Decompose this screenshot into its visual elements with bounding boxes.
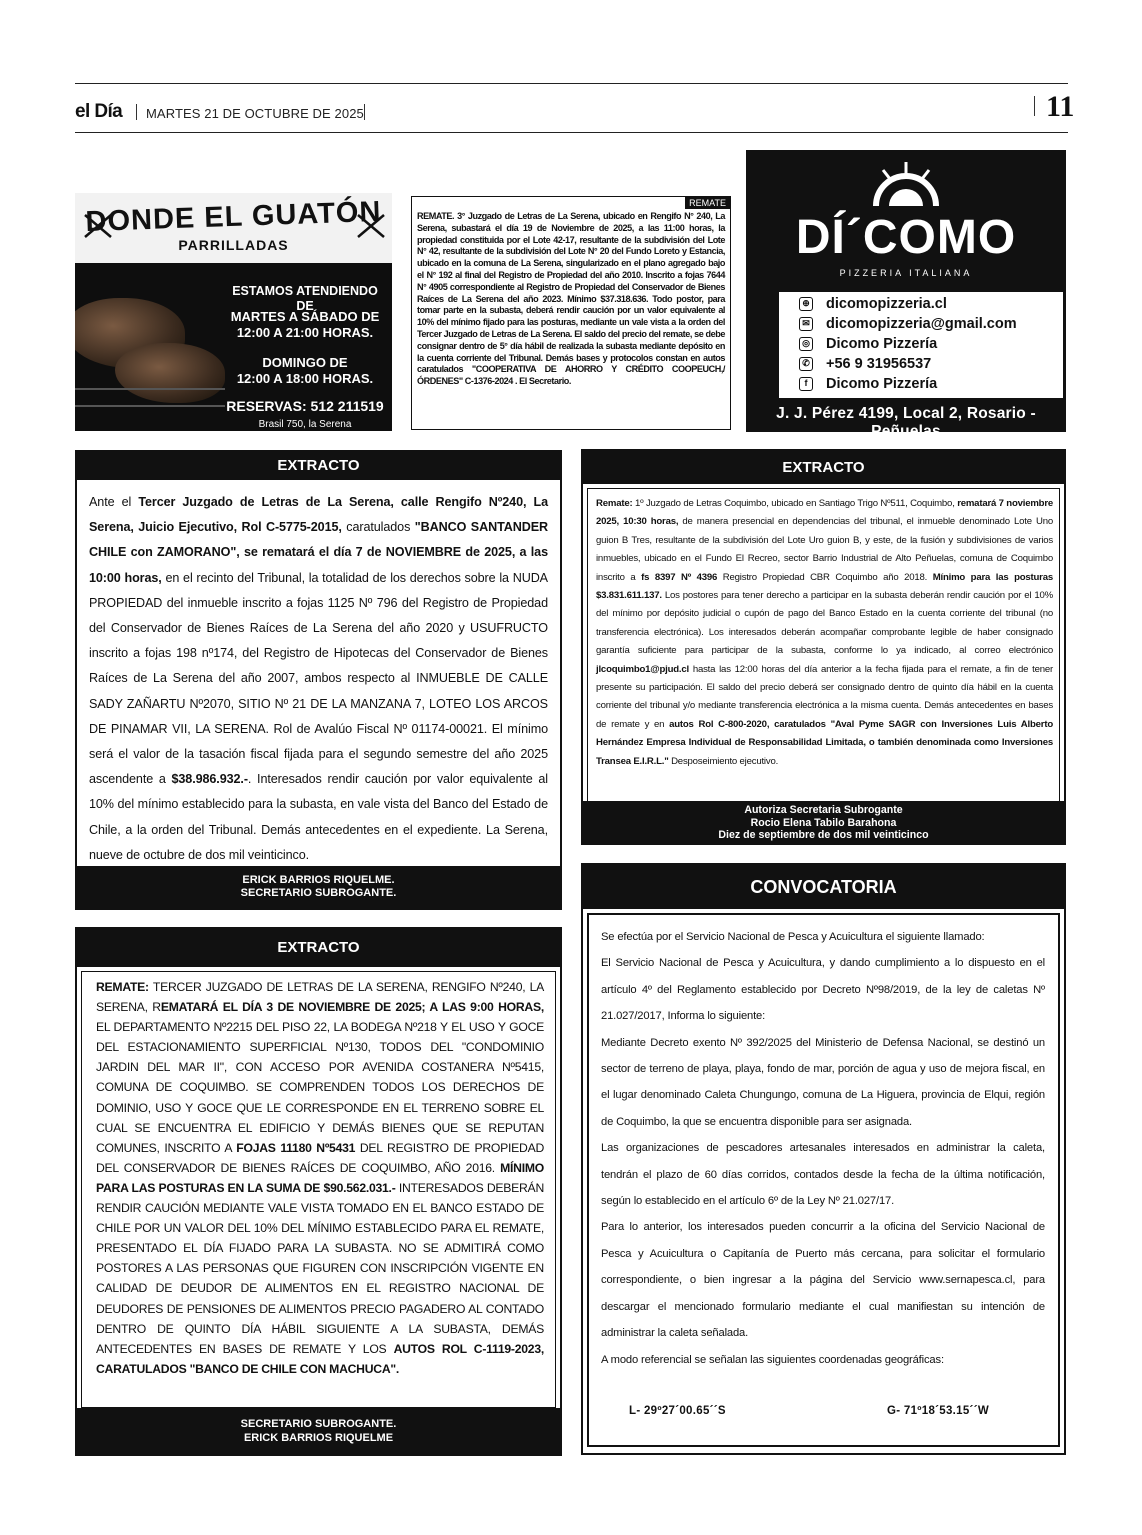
pizzeria-name: DÍ´COMO [795, 211, 1017, 264]
remate-text: REMATE. 3° Juzgado de Letras de La Serena, ubicado en Rengifo N° 240, La Serena, subastará el día 19 de Noviembre de 2025, a las 11:00 horas, la propiedad constituida por el Lote 42-17, resultante de la subdivisión del Lote N° 42, resultante de la subdivisión del Lote N° 20 del Fundo Loreto y Estancia, ubicado en la comuna de La Serena, singularizado en el plano agregado bajo el N° 192 al final del Registro de Propiedad del año 2010. Inscrito a fojas 7644 N° 4905 correspondiente al Registro de Propiedad del Conservador de Bienes Raíces de La Serena del año 2023. Mínimo $37.318.636. Todo postor, para tomar parte en la subasta, deberá rendir caución por un valor equivalente al 10% del mínimo fijado para las posturas, mediante un vale vista a la orden del Tercer Juzgado de Letras de La Serena. El saldo del precio del remate, se debe consignar dentro de 5° día hábil de realizada la subasta mediante depósito en la cuenta corriente del Tribunal. Demás bases y protocolos constan en autos caratulados "COOPERATIVA DE AHORRO Y CRÉDITO COOPEUCH,/ÓRDENES" C-1376-2024 . El Secretario. [417, 211, 725, 387]
latitude-coordinate: L- 29º27´00.65´´S [629, 1405, 726, 1417]
text-run-bold: Mínimo para las posturas $3.831.611.137. [596, 571, 1053, 602]
text-run-bold: Tercer Juzgado de Letras de La Serena, calle Rengifo Nº240, La Serena, Juicio Ejecutivo, Rol C-5775-2015, [89, 495, 548, 535]
ad-header-band [75, 193, 392, 263]
hours-weekdays-time: 12:00 A 21:00 HORAS. [236, 325, 374, 340]
signature-line: ERICK BARRIOS RIQUELME [243, 1432, 394, 1444]
notice-signature [77, 1408, 560, 1454]
text-run-bold: MÍNIMO PARA LAS POSTURAS EN LA SUMA DE $90.562.031.- [96, 1160, 544, 1195]
grill-bar [75, 405, 225, 407]
text-run-bold: EMATARÁ EL DÍA 3 DE NOVIEMBRE DE 2025; A LAS 9:00 HORAS, [160, 1000, 544, 1015]
signature-line: SECRETARIO SUBROGANTE. [240, 887, 397, 899]
whatsapp-icon: ✆ [799, 357, 813, 371]
grill-bar [75, 388, 225, 390]
remate-notice [411, 196, 731, 430]
text-run: caratulados [341, 520, 415, 535]
paragraph: Para lo anterior, los interesados pueden concurrir a la oficina del Servicio Nacional de Pesca y Acuicultura o Capitanía de Puerto más cercana, para solicitar el formulario correspondiente, o bien ingresar a la página del Servicio www.sernapesca.cl, para descargar el mencionado formulario mediante el cual manifiestan su intención de administrar la caleta señalada. [601, 1221, 1045, 1340]
notice-title: EXTRACTO [583, 451, 1064, 484]
pizza-oven-logo-icon [871, 160, 941, 208]
header-top-rule [75, 83, 1068, 84]
text-run: Desposeimiento ejecutivo. [668, 755, 779, 767]
instagram-icon: ◎ [799, 337, 813, 351]
text-run: . Interesados rendir caución por valor equivalente al 10% del mínimo establecido para la subasta, en vale vista del Banco del Estado de Chile, a la orden del Tribunal. Demás antecedentes en el expediente. La Serena, nueve de octubre de dos mil veinticinco. [89, 772, 549, 862]
notice-body [89, 490, 548, 868]
signature-line: Autoriza Secretaria Subrogante [744, 804, 903, 816]
text-run: TERCER JUZGADO DE LETRAS DE LA SERENA, RENGIFO Nº240, LA SERENA, R [96, 980, 544, 1015]
paragraph: Se efectúa por el Servicio Nacional de Pesca y Acuicultura el siguiente llamado: [601, 931, 985, 943]
signature-line: Diez de septiembre de dos mil veinticinco [718, 829, 929, 841]
text-run: Registro Propiedad CBR Coquimbo año 2018. [717, 571, 933, 583]
facebook-icon: f [799, 377, 813, 391]
longitude-coordinate: G- 71º18´53.15´´W [887, 1405, 989, 1417]
notice-title: CONVOCATORIA [583, 865, 1064, 909]
paragraph: El Servicio Nacional de Pesca y Acuicultura, y dando cumplimiento a lo dispuesto en el artículo 4º del Reglamento establecido por Decreto Nº98/2019, de la ley de caletas Nº 21.027/2017, Informa lo siguiente: [601, 957, 1045, 1023]
convocatoria-notice [581, 863, 1066, 1455]
restaurant-subtitle: PARRILLADAS [178, 237, 289, 253]
text-run: de manera presencial en dependencias del tribunal, el inmueble denominado Lote Uno guion B Tres, resultante de la subdivisión del Lote Uro guion B, y este, de la fusión y subdivisiones de varios inmuebles, ubicado en el Fundo El Recreo, sector Barrio Industrial de Alto Peñuelas, comuna de Coquimbo inscrito a [596, 516, 1053, 583]
remate-tag: REMATE [685, 197, 730, 209]
signature-line: SECRETARIO SUBROGANTE. [240, 1418, 397, 1430]
header-bottom-rule [75, 132, 1068, 133]
text-run: INTERESADOS DEBERÁN RENDIR CAUCIÓN MEDIANTE VALE VISTA TOMADO EN EL BANCO ESTADO DE CHILE POR UN VALOR DEL 10% DEL MÍNIMO ESTABLECIDO PARA EL REMATE, PRESENTADO EL DÍA FIJADO PARA LA SUBASTA. NO SE ADMITIRÁ COMO POSTORES A LAS PERSONAS QUE FIGUREN CON INSCRIPCIÓN VIGENTE EN CALIDAD DE DEUDOR DE ALIMENTOS EN EL REGISTRO NACIONAL DE DEUDORES DE PENSIONES DE ALIMENTOS PRECIO PAGADERO AL CONTADO DENTRO DE QUINTO DÍA HÁBIL SIGUIENTE A LA SUBASTA, DEMÁS ANTECEDENTES EN BASES DE REMATE Y LOS [96, 1180, 544, 1356]
text-run-bold: autos Rol C-800-2020, caratulados "Aval Pyme SAGR con Inversiones Luis Alberto Hernández Empresa Individual de Responsabilidad Limitada, o también denominada como Inversiones Transea E.I.R.L." [596, 718, 1053, 767]
notice-body [601, 924, 1045, 1373]
notice-signature [583, 801, 1064, 843]
notice-frame [81, 971, 556, 1408]
paragraph: Mediante Decreto exento Nº 392/2025 del Ministerio de Defensa Nacional, se destinó un sector de terreno de playa, playa, fondo de mar, porción de agua y uso de mejora fiscal, en el lugar denominado Caleta Chungungo, comuna de La Higuera, provincia de Elqui, región de Coquimbo, la que se encuentra disponible para ser asignada. [601, 1036, 1045, 1128]
notice-frame [587, 913, 1060, 1447]
contact-text: Dicomo Pizzería [826, 336, 938, 352]
pizzeria-address: J. J. Pérez 4199, Local 2, Rosario - Peñuelas [776, 405, 1036, 440]
text-run-bold: FOJAS 11180 Nº5431 [236, 1140, 356, 1155]
header-divider [1034, 96, 1035, 116]
text-run-bold: Remate: [596, 498, 633, 509]
notice-title: EXTRACTO [77, 929, 560, 967]
restaurant-name: DONDE EL GUATÓN [85, 195, 382, 239]
text-run: EL DEPARTAMENTO Nº2215 DEL PISO 22, LA BODEGA Nº218 Y EL USO Y GOCE DEL ESTACIONAMIENTO SUPERFICIAL Nº130, TODOS DEL "CONDOMINIO JARDIN DEL MAR II", CON ACCESO POR AVENIDA COSTANERA Nº5415, COMUNA DE COQUIMBO. SE COMPRENDEN TODOS LOS DERECHOS DE DOMINIO, USO Y GOCE QUE LE CORRESPONDE EN EL TERRENO SOBRE EL CUAL SE ENCUENTRA EL EDIFICIO Y DEMÁS BIENES QUE SE REPUTAN COMUNES, INSCRITO A [96, 1020, 544, 1155]
notice-title: EXTRACTO [77, 452, 560, 480]
header-date: MARTES 21 DE OCTUBRE DE 2025 [146, 106, 364, 121]
notice-body [596, 495, 1053, 771]
restaurant-address: Brasil 750, la Serena [258, 419, 352, 430]
header-divider [136, 104, 137, 120]
grilled-meat-image [115, 343, 225, 403]
hours-sunday-time: 12:00 A 18:00 HORAS. [236, 371, 374, 386]
mail-icon: ✉ [799, 317, 813, 331]
extracto-notice-2 [581, 449, 1066, 845]
signature-line: Rocio Elena Tabilo Barahona [750, 816, 897, 829]
text-run: hasta las 12:00 horas del día anterior a la fecha fijada para el remate, a fin de tener presente su participación. El saldo del precio deberá ser consignado dentro de quinto día hábil en la cuenta corriente del tribunal y/o mediante transferencia electrónica a la misma cuenta. Demás antecedentes en bases de remate y en [596, 663, 1053, 730]
text-run: DEL REGISTRO DE PROPIEDAD DEL CONSERVADOR DE BIENES RAÍCES DE COQUIMBO, AÑO 2016. [96, 1140, 544, 1175]
text-run-bold: fs 8397 Nº 4396 [641, 571, 718, 583]
reservations-phone: RESERVAS: 512 211519 [226, 398, 384, 414]
notice-body [96, 977, 544, 1379]
contact-text: +56 9 31956537 [826, 356, 932, 372]
contact-panel [779, 292, 1063, 398]
contact-text: dicomopizzeria.cl [826, 296, 947, 312]
text-run-bold: rematará 7 noviembre 2025, 10:30 horas, [596, 498, 1054, 528]
extracto-notice-3 [75, 927, 562, 1456]
text-run-bold: $38.986.932.- [171, 772, 248, 787]
text-run-bold: jlcoquimbo1@pjud.cl [596, 663, 689, 675]
header-divider [364, 104, 365, 120]
extracto-notice-1 [75, 450, 562, 910]
signature-line: ERICK BARRIOS RIQUELME. [242, 874, 395, 886]
hours-intro: ESTAMOS ATENDIENDO DE [232, 284, 378, 313]
paragraph: A modo referencial se señalan las siguientes coordenadas geográficas: [601, 1353, 944, 1366]
masthead: el Día [75, 101, 123, 122]
text-run: 1º Juzgado de Letras Coquimbo, ubicado en Santiago Trigo Nº511, Coquimbo, [632, 498, 958, 509]
text-run: en el recinto del Tribunal, la totalidad de los derechos sobre la NUDA PROPIEDAD del inmueble inscrito a fojas 1125 Nº 796 del Registro de Propiedad del Conservador de Bienes Raíces de La Serena del año 2020 y USUFRUCTO inscrito a fojas 198 nº174, del Registro de Hipotecas del Conservador de Bienes Raíces de La Serena del año 2007, ambos respecto al INMUEBLE DE CALLE SADY ZAÑARTU Nº2070, SITIO Nº 21 DE LA MANZANA 7, LOTEO LOS ARCOS DE PINAMAR VII, LA SERENA. Rol de Avalúo Fiscal Nº 01174-00021. El mínimo será el valor de la tasación fiscal fijada para el segundo semestre del año 2025 ascendente a [89, 570, 548, 787]
ad-donde-el-guaton [75, 193, 392, 431]
notice-signature [77, 866, 560, 908]
paragraph: Las organizaciones de pescadores artesanales interesados en administrar la caleta, tendrán el plazo de 60 días corridos, contados desde la fecha de la última notificación, según lo establecido en el artículo 6º de la Ley Nº 21.027/17. [601, 1142, 1045, 1208]
text-run-bold: "BANCO SANTANDER CHILE con ZAMORANO", se rematará el día 7 de NOVIEMBRE de 2025, a las 10:00 horas, [89, 520, 549, 585]
text-run-bold: AUTOS ROL C-1119-2023, CARATULADOS "BANCO DE CHILE CON MACHUCA". [96, 1341, 544, 1376]
notice-frame [587, 488, 1060, 803]
hours-weekdays: MARTES A SÁBADO DE [230, 309, 380, 324]
text-run-bold: REMATE: [96, 980, 149, 994]
text-run: Ante el [89, 495, 139, 509]
pizzeria-tagline: PIZZERIA ITALIANA [839, 268, 973, 278]
globe-icon: ⊕ [799, 297, 813, 311]
ad-dicomo-pizzeria [746, 150, 1066, 440]
page-number: 11 [1046, 90, 1075, 123]
contact-text: Dicomo Pizzería [826, 376, 938, 392]
hours-sunday: DOMINGO DE [262, 355, 348, 370]
text-run: Los postores para tener derecho a participar en la subasta deberán rendir caución por el 10% del mínimo por depósito judicial o cupón de pago del Banco Estado en la cuenta corriente del tribunal (no transferencia electrónica). Los interesados deberán acompañar comprobante legible de haber consignado garantía suficiente para participar de la subasta, conforme lo ya indicado, al correo electrónico [596, 590, 1053, 657]
contact-text: dicomopizzeria@gmail.com [826, 316, 1017, 332]
